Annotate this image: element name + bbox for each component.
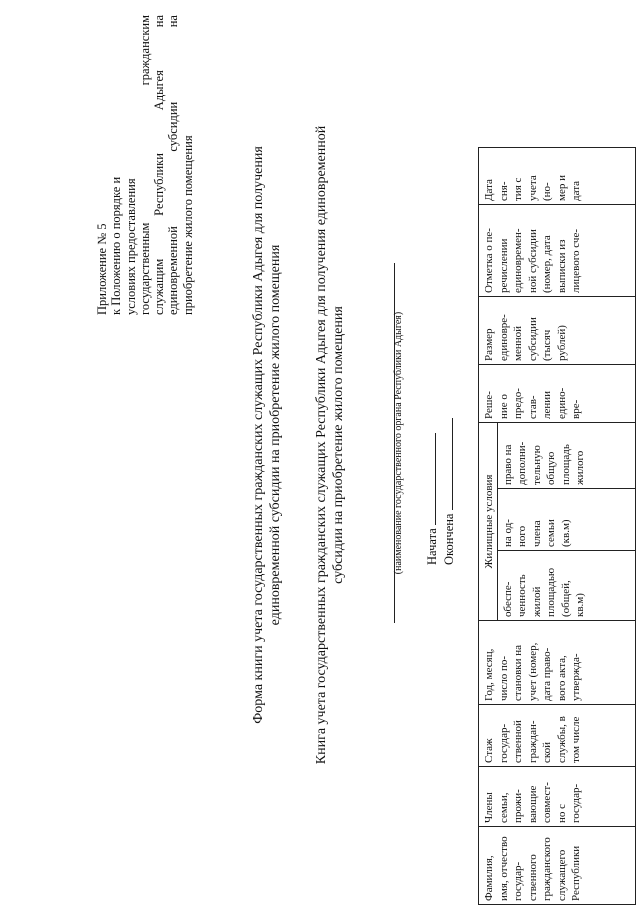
form-title <box>250 75 284 795</box>
header-cell-line: сня- <box>497 181 510 201</box>
header-cell-line: мер и <box>555 175 568 201</box>
header-cell-line: утвержда- <box>570 653 582 701</box>
appendix-line: служащим Республики Адыгея на <box>152 15 167 315</box>
header-cell-line: Фамилия, <box>483 855 495 901</box>
header-cell-line: становки на <box>512 644 524 701</box>
col-housing-area <box>497 551 635 621</box>
col-family-members <box>479 767 636 827</box>
header-cell-line: ной субсидии <box>526 229 539 293</box>
book-title <box>313 75 347 815</box>
header-cell-line: площадью <box>545 567 557 617</box>
header-cell-line: Члены <box>483 792 495 823</box>
header-cell-line: тельную <box>530 445 543 485</box>
header-cell-line: ственного <box>526 854 539 901</box>
header-cell-line: жилой <box>530 586 543 617</box>
col-group-housing: Жилищные условия <box>479 423 498 621</box>
header-cell-line: служащего <box>555 849 568 901</box>
appendix-line: к Положению о порядке и <box>109 176 124 315</box>
header-cell-line: учет (номер, <box>526 642 539 701</box>
header-cell-line: предо- <box>512 388 524 419</box>
header-cell-line: но с <box>555 803 568 823</box>
header-cell-line: гражданского <box>541 837 553 901</box>
header-cell-line: число по- <box>497 655 510 701</box>
header-cell-line: едино- <box>555 387 568 419</box>
finished-date-line <box>440 418 453 510</box>
header-cell-line: семьи <box>545 519 557 547</box>
header-cell-line: единовремен- <box>512 228 524 293</box>
header-cell-line: выписки из <box>555 239 568 293</box>
col-transfer-note <box>479 205 636 297</box>
header-cell-line: граждан- <box>526 720 539 763</box>
col-registration-date <box>479 621 636 705</box>
header-cell-line: на од- <box>501 519 514 547</box>
book-title-line: Книга учета государственных гражданских служащих Республики Адыгея для получения единовременной <box>314 125 329 765</box>
appendix-line: приобретение жилого помещения <box>180 135 195 315</box>
appendix-header <box>95 15 195 315</box>
header-cell-line: ченность <box>516 574 528 617</box>
organization-caption: (наименование государственного органа Республики Адыгея) <box>393 311 404 575</box>
header-cell-line: речислении <box>497 238 510 293</box>
header-cell-line: Год, месяц, <box>483 648 495 701</box>
appendix-line: условиях предоставления <box>123 178 138 315</box>
header-cell-line: Отметка о пе- <box>483 228 495 293</box>
col-area-per-member <box>497 489 635 551</box>
col-service-length <box>479 705 636 767</box>
col-decision <box>479 365 636 423</box>
started-date-line <box>423 433 436 525</box>
header-cell-line: семьи, <box>497 792 510 823</box>
header-cell-line: том числе <box>570 716 582 763</box>
header-cell-line: Размер <box>483 328 495 361</box>
header-cell-line: дата право- <box>541 647 553 701</box>
header-cell-line: лении <box>541 390 553 419</box>
col-deregistration-date <box>479 148 636 205</box>
header-cell-line: Дата <box>483 179 495 201</box>
header-cell-line: прожи- <box>512 789 524 823</box>
header-cell-line: обеспе- <box>501 581 514 617</box>
header-cell-line: вре- <box>570 399 582 419</box>
header-cell-line: лицевого сче- <box>570 229 582 293</box>
header-cell-line: (тысяч <box>541 329 553 361</box>
header-cell-line: (общей, <box>559 580 572 617</box>
header-cell-line: тия с <box>512 177 524 201</box>
header-cell-line: совмест- <box>541 782 553 823</box>
header-cell-line: вающие <box>526 785 539 823</box>
finished-label: Окончена <box>442 513 456 565</box>
header-cell-line: площадь <box>559 444 572 485</box>
header-cell-line: общую <box>545 451 557 485</box>
header-cell-line: государ- <box>570 783 582 823</box>
header-cell-line: Республики <box>570 845 582 901</box>
col-subsidy-amount <box>479 297 636 365</box>
header-cell-line: (но- <box>541 182 553 201</box>
header-cell-line: государ- <box>497 723 510 763</box>
header-cell-line: службы, в <box>555 716 568 763</box>
header-cell-line: члена <box>530 520 543 547</box>
header-cell-line: рублей) <box>555 325 568 361</box>
appendix-line: Приложение № 5 <box>95 223 109 315</box>
form-title-line: единовременной субсидии на приобретение жилого помещения <box>268 244 283 626</box>
col-additional-area <box>497 423 635 489</box>
header-cell-line: став- <box>526 395 539 419</box>
header-cell-line: (кв.м) <box>559 519 572 547</box>
registry-table <box>478 147 636 905</box>
header-cell-line: дополни- <box>516 441 528 485</box>
header-cell-line: Реше- <box>483 391 495 419</box>
col-full-name <box>479 827 636 905</box>
header-cell-line: жилого <box>574 450 586 485</box>
header-cell-line: ской <box>541 741 553 763</box>
form-title-line: Форма книги учета государственных гражданских служащих Республики Адыгея для получения <box>251 146 266 724</box>
header-cell-line: ного <box>516 525 528 547</box>
header-cell-line: право на <box>501 444 514 485</box>
header-cell-line: единовре- <box>497 314 510 361</box>
header-cell-line: ственной <box>512 720 524 763</box>
started-label: Начата <box>425 528 439 565</box>
header-cell-line: кв.м) <box>574 593 586 617</box>
appendix-line: единовременной субсидии на <box>166 15 181 315</box>
header-cell-line: вого акта, <box>555 655 568 701</box>
header-cell-line: менной <box>512 325 524 361</box>
header-cell-line: (номер, дата <box>541 235 553 293</box>
header-cell-line: ние о <box>497 394 510 419</box>
book-title-line: субсидии на приобретение жилого помещения <box>331 306 346 584</box>
header-cell-line: имя, отчество <box>497 836 510 901</box>
appendix-line: государственным гражданским <box>137 15 152 315</box>
header-cell-line: субсидии <box>526 317 539 361</box>
header-cell-line: Стаж <box>483 738 495 763</box>
header-cell-line: учета <box>526 175 539 201</box>
book-dates <box>423 418 457 565</box>
header-cell-line: дата <box>570 180 582 201</box>
header-cell-line: государ- <box>512 861 524 901</box>
